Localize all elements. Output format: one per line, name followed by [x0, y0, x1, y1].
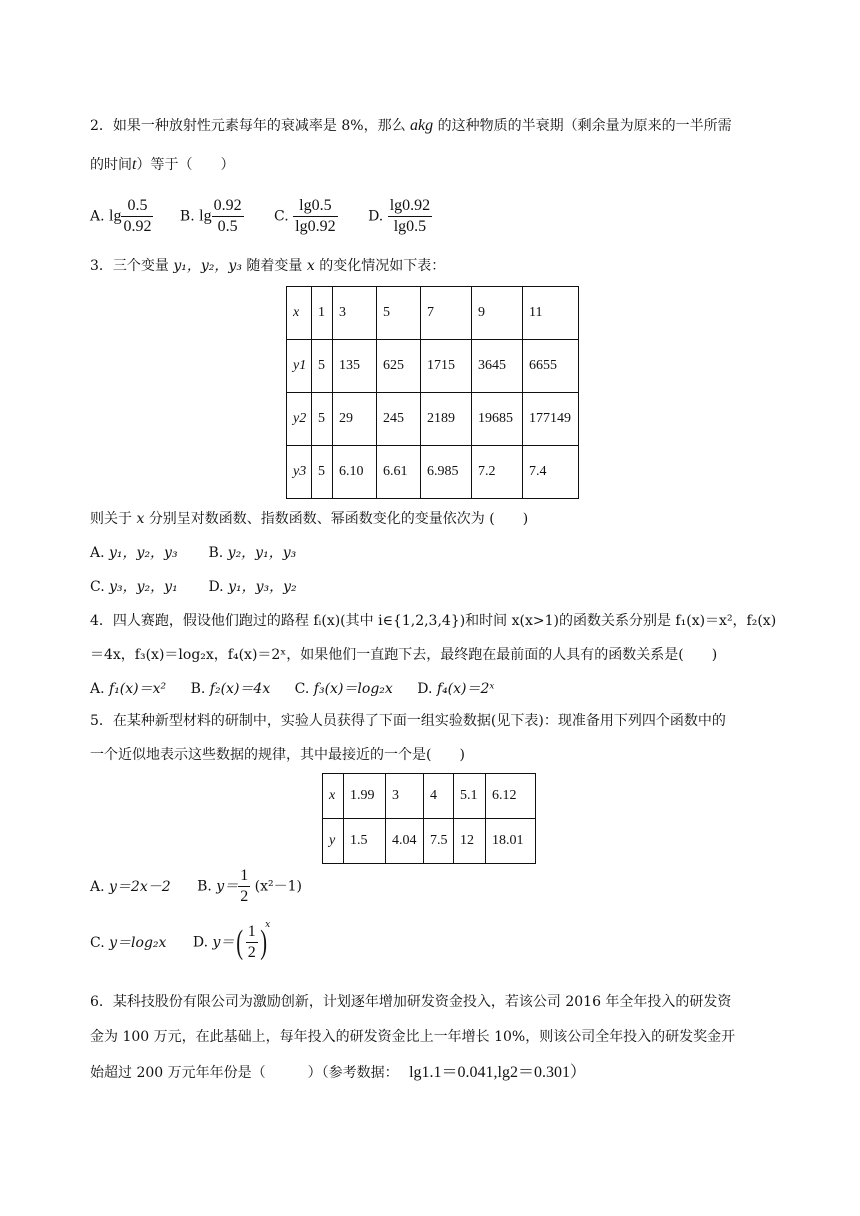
numerator: 0.92 [212, 196, 244, 217]
right-paren: ) [260, 923, 267, 961]
table-cell: 7.4 [523, 446, 579, 499]
row-header-cell: y2 [287, 393, 312, 446]
q2-options [90, 196, 432, 237]
q4-option-d [417, 679, 494, 699]
table-cell: 1 [312, 287, 333, 340]
numerator: 1 [238, 866, 250, 887]
table-cell: 5.1 [454, 774, 486, 819]
q3-text-d: 则关于 [90, 511, 132, 527]
table-cell: 7 [421, 287, 472, 340]
q6-reference-data: lg1.1＝0.041,lg2＝0.301） [409, 1064, 586, 1081]
option-label: A. [90, 878, 105, 895]
q5-options-row2 [90, 919, 274, 968]
fraction [293, 196, 337, 237]
fraction [121, 196, 153, 237]
table-cell: 5 [377, 287, 421, 340]
q2-text-c: 的时间 [90, 157, 132, 173]
q6-stem-line3 [90, 1063, 586, 1083]
fraction-half [246, 922, 258, 963]
q3-options-row1 [90, 543, 296, 563]
table-cell: 1.99 [344, 774, 386, 819]
q3-x-var: x [306, 258, 315, 274]
fraction [212, 196, 244, 237]
option-label: C. [90, 579, 105, 595]
option-label: B. [190, 681, 206, 697]
row-header-cell: x [287, 287, 312, 340]
fraction-half [238, 866, 250, 907]
numerator: lg0.5 [293, 196, 337, 217]
option-text: y＝ [212, 934, 235, 951]
q4-options [90, 679, 494, 699]
option-text: f₁(x)＝x² [109, 681, 167, 697]
table-cell: 245 [377, 393, 421, 446]
option-text: y₁，y₃，y₂ [228, 579, 297, 595]
table-cell: 5 [312, 340, 333, 393]
row-header-cell: y1 [287, 340, 312, 393]
table-cell: 19685 [472, 393, 523, 446]
table-cell: 6655 [523, 340, 579, 393]
table-cell: 177149 [523, 393, 579, 446]
table-cell: 3 [333, 287, 377, 340]
table-cell: 1715 [421, 340, 472, 393]
q3-option-d [208, 577, 296, 597]
q3-text-c: 的变化情况如下表： [319, 258, 446, 274]
table-cell: 6.12 [486, 774, 536, 819]
table-cell: 18.01 [486, 819, 536, 864]
option-label: C. [90, 934, 105, 951]
table-cell: 625 [377, 340, 421, 393]
option-label: D. [417, 681, 433, 697]
q3-option-a [90, 543, 204, 563]
table-row [323, 819, 536, 864]
row-header-cell: y3 [287, 446, 312, 499]
q2-option-b [180, 196, 244, 237]
numerator: 1 [246, 922, 258, 943]
option-text: y＝2x－2 [109, 878, 171, 895]
table-row [287, 287, 579, 340]
q2-text-b: 的这种物质的半衰期（剩余量为原来的一半所需 [437, 118, 732, 134]
q3-data-table [286, 286, 579, 499]
table-cell: 11 [523, 287, 579, 340]
q4-option-c [295, 679, 393, 699]
numerator: lg0.92 [388, 196, 432, 217]
q3-question [90, 509, 528, 529]
numerator: 0.5 [121, 196, 153, 217]
q3-option-c [90, 577, 204, 597]
option-label: B. [208, 545, 224, 561]
table-cell: 9 [472, 287, 523, 340]
table-cell: 6.985 [421, 446, 472, 499]
q2-text-a: 2．如果一种放射性元素每年的衰减率是 8%，那么 [90, 118, 406, 134]
option-label: C. [274, 208, 289, 225]
fraction [388, 196, 432, 237]
table-row [287, 393, 579, 446]
denominator: lg0.92 [295, 218, 336, 235]
option-label: C. [294, 681, 310, 697]
q5-stem-line2: 一个近似地表示这些数据的规律，其中最接近的一个是( ) [90, 747, 465, 763]
q2-text-d: ）等于（ ） [136, 157, 235, 173]
table-row [287, 446, 579, 499]
log-prefix: lg [109, 207, 122, 225]
q3-x-var-2: x [136, 511, 145, 527]
option-label: B. [179, 208, 195, 225]
table-row [287, 340, 579, 393]
row-header-cell: x [323, 774, 344, 819]
q2-var-t: t [132, 156, 137, 173]
q5-stem-line1: 5．在某种新型材料的研制中，实验人员获得了下面一组实验数据(见下表)：现准备用下列四个函数中的 [90, 713, 726, 729]
option-text: f₄(x)＝2ˣ [436, 681, 495, 697]
q2-stem-line2 [90, 155, 234, 175]
q6-stem-line1: 6．某科技股份有限公司为激励创新，计划逐年增加研发资金投入，若该公司 2016 年全年投入的研发资 [90, 994, 732, 1010]
q4-stem-line1: 4．四人赛跑，假设他们跑过的路程 fᵢ(x)(其中 i∈{1,2,3,4})和时间 x(x>1)的函数关系分别是 f₁(x)＝x²，f₂(x) [90, 613, 777, 629]
table-cell: 12 [454, 819, 486, 864]
q4-option-b [191, 679, 271, 699]
table-cell: 2189 [421, 393, 472, 446]
table-cell: 1.5 [344, 819, 386, 864]
option-label: D. [208, 579, 224, 595]
q5-options-row1 [90, 866, 302, 906]
exponent: x [265, 919, 271, 930]
table-cell: 7.2 [472, 446, 523, 499]
q3-options-row2 [90, 577, 297, 597]
table-cell: 3 [386, 774, 424, 819]
table-cell: 6.61 [377, 446, 421, 499]
option-label: D. [192, 934, 209, 951]
q3-option-b [208, 543, 296, 563]
log-prefix: lg [199, 207, 212, 225]
q6-text-a: 始超过 200 万元年年份是（ ）（参考数据： [90, 1065, 399, 1081]
row-header-cell: y [323, 819, 344, 864]
q3-text-b: 随着变量 [246, 258, 303, 274]
option-text: f₃(x)＝log₂x [313, 681, 393, 697]
option-text: y＝log₂x [109, 934, 167, 951]
table-cell: 135 [333, 340, 377, 393]
q3-stem [90, 256, 445, 276]
option-label: A. [90, 681, 105, 697]
option-text: y＝ [216, 878, 239, 895]
option-label: D. [368, 208, 384, 225]
q3-text-e: 分别呈对数函数、指数函数、幂函数变化的变量依次为 ( ) [148, 511, 529, 527]
denominator: 2 [240, 888, 249, 905]
q5-option-a [90, 877, 171, 897]
q4-option-a [90, 679, 166, 699]
table-cell: 5 [312, 446, 333, 499]
table-cell: 5 [312, 393, 333, 446]
table-cell: 3645 [472, 340, 523, 393]
table-cell: 7.5 [424, 819, 454, 864]
table-cell: 29 [333, 393, 377, 446]
option-text-post: (x²－1) [254, 878, 303, 895]
q2-option-d [368, 196, 432, 237]
denominator: 0.5 [217, 218, 238, 235]
q2-option-a [90, 196, 153, 237]
q5-option-c [90, 933, 166, 953]
option-text: y₁，y₂，y₃ [109, 545, 178, 561]
option-label: A. [90, 208, 105, 225]
q2-option-c [274, 196, 338, 237]
q3-text-a: 3．三个变量 [90, 258, 169, 274]
table-row [323, 774, 536, 819]
q2-var-a: a [410, 117, 419, 134]
denominator: 0.92 [123, 218, 152, 235]
option-text: f₂(x)＝4x [209, 681, 271, 697]
q2-unit-kg: kg [418, 117, 434, 134]
q4-stem-line2: ＝4x，f₃(x)＝log₂x，f₄(x)＝2ˣ，如果他们一直跑下去，最终跑在最前面的人具有的函数关系是( ) [90, 647, 718, 663]
table-cell: 4.04 [386, 819, 424, 864]
table-cell: 4 [424, 774, 454, 819]
q3-vars: y₁，y₂，y₃ [173, 258, 242, 274]
option-text: y₃，y₂，y₁ [109, 579, 178, 595]
q5-option-d [192, 919, 274, 963]
option-text: y₂，y₁，y₃ [227, 545, 297, 561]
q2-stem-line1 [90, 116, 732, 136]
left-paren: ( [236, 923, 244, 961]
q5-option-b [197, 866, 302, 907]
q6-stem-line2: 金为 100 万元，在此基础上，每年投入的研发资金比上一年增长 10%，则该公司全年投入的研发奖金开 [90, 1029, 736, 1045]
table-cell: 6.10 [333, 446, 377, 499]
denominator: lg0.5 [393, 218, 427, 235]
denominator: 2 [247, 944, 256, 961]
option-label: A. [90, 545, 105, 561]
q5-data-table [322, 773, 536, 864]
option-label: B. [197, 878, 212, 895]
